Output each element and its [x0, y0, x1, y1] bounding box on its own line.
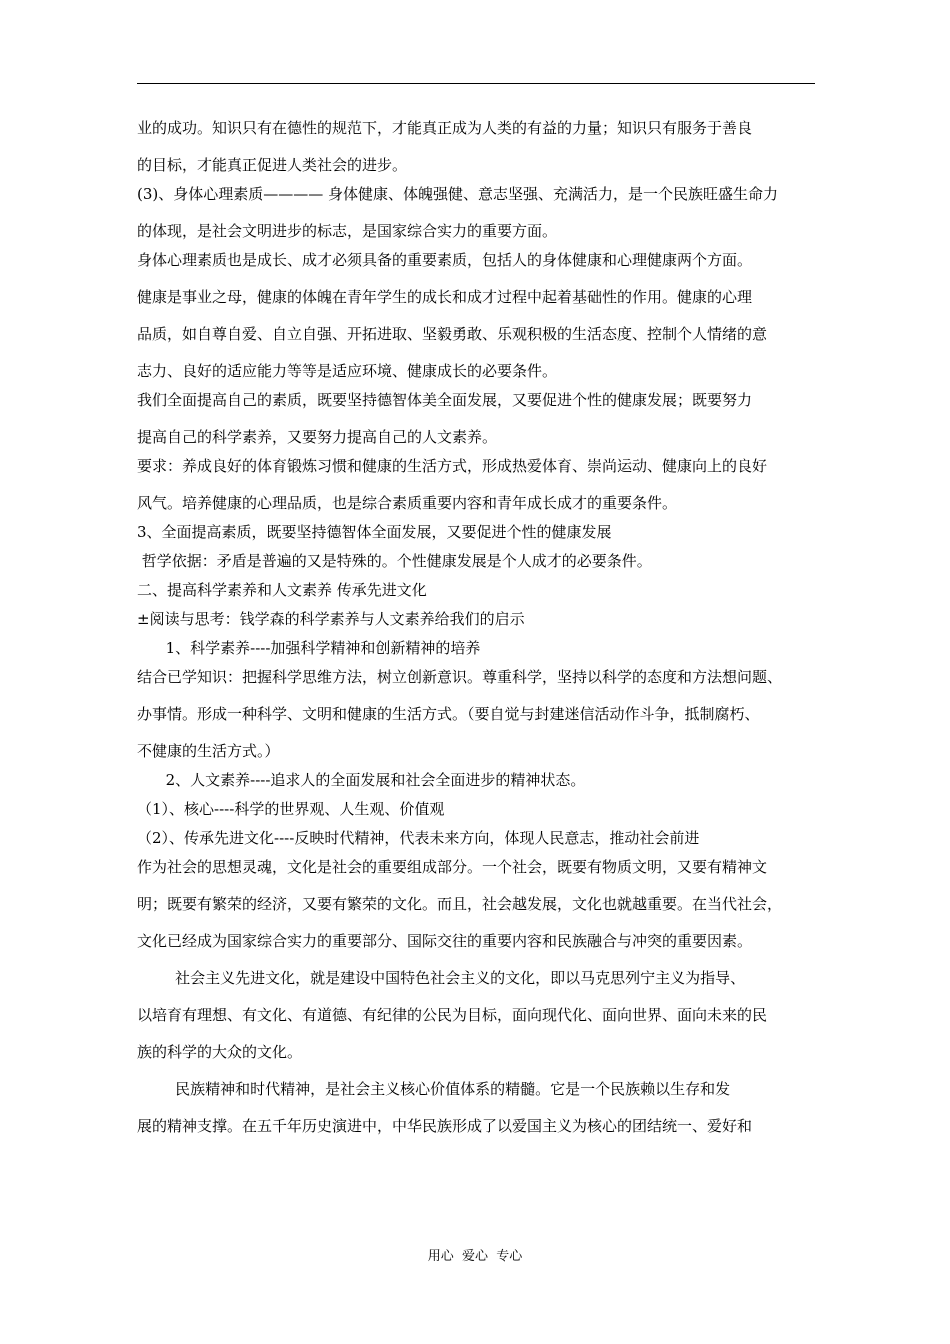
document-body: [137, 116, 827, 1138]
text-line-31: 展的精神支撑。在五千年历史演进中，中华民族形成了以爱国主义为核心的团结统一、爱好和: [137, 1117, 753, 1135]
text-line-9: 我们全面提高自己的素质，既要坚持德智体美全面发展，又要促进个性的健康发展；既要努力: [137, 391, 753, 409]
text-line-12: 风气。培养健康的心理品质，也是综合素质重要内容和青年成长成才的重要条件。: [137, 494, 678, 512]
text-line-19: 办事情。形成一种科学、文明和健康的生活方式。（要自觉与封建迷信活动作斗争，抵制腐朽、: [137, 705, 760, 723]
subheading-science: 1、科学素养----加强科学精神和创新精神的培养: [137, 639, 481, 657]
text-line-13: 3、全面提高素质，既要坚持德智体全面发展，又要促进个性的健康发展: [137, 523, 612, 541]
text-line-5: 身体心理素质也是成长、成才必须具备的重要素质，包括人的身体健康和心理健康两个方面。: [137, 251, 753, 269]
text-line-18: 结合已学知识：把握科学思维方法，树立创新意识。尊重科学，坚持以科学的态度和方法想问题、: [137, 668, 783, 686]
text-line-2: 的目标，才能真正促进人类社会的进步。: [137, 156, 408, 174]
text-line-8: 志力、良好的适应能力等等是适应环境、健康成长的必要条件。: [137, 362, 558, 380]
text-line-22: （1）、核心----科学的世界观、人生观、价值观: [137, 800, 445, 818]
subheading-humanities: 2、人文素养----追求人的全面发展和社会全面进步的精神状态。: [137, 771, 586, 789]
text-line-27: 社会主义先进文化，就是建设中国特色社会主义的文化，即以马克思列宁主义为指导、: [137, 969, 746, 987]
text-line-25: 明；既要有繁荣的经济，又要有繁荣的文化。而且，社会越发展，文化也就越重要。在当代社会，: [137, 895, 783, 913]
text-line-20: 不健康的生活方式。）: [137, 742, 280, 760]
text-line-29: 族的科学的大众的文化。: [137, 1043, 303, 1061]
text-line-28: 以培育有理想、有文化、有道德、有纪律的公民为目标，面向现代化、面向世界、面向未来的民: [137, 1006, 768, 1024]
text-line-10: 提高自己的科学素养，又要努力提高自己的人文素养。: [137, 428, 498, 446]
section-heading-2: 二、提高科学素养和人文素养 传承先进文化: [137, 581, 427, 599]
text-line-7: 品质，如自尊自爱、自立自强、开拓进取、坚毅勇敢、乐观积极的生活态度、控制个人情绪的意: [137, 325, 768, 343]
page-footer: 用心 爱心 专心: [427, 1249, 523, 1264]
text-line-30: 民族精神和时代精神，是社会主义核心价值体系的精髓。它是一个民族赖以生存和发: [137, 1080, 731, 1098]
text-line-26: 文化已经成为国家综合实力的重要部分、国际交往的重要内容和民族融合与冲突的重要因素。: [137, 932, 753, 950]
text-line-14: 哲学依据：矛盾是普遍的又是特殊的。个性健康发展是个人成才的必要条件。: [137, 552, 652, 570]
text-line-11: 要求：养成良好的体育锻炼习惯和健康的生活方式，形成热爱体育、崇尚运动、健康向上的良好: [137, 457, 768, 475]
text-line-1: 业的成功。知识只有在德性的规范下，才能真正成为人类的有益的力量；知识只有服务于善良: [137, 119, 753, 137]
text-line-4: 的体现，是社会文明进步的标志，是国家综合实力的重要方面。: [137, 222, 558, 240]
text-line-23: （2）、传承先进文化----反映时代精神，代表未来方向，体现人民意志，推动社会前进: [137, 829, 700, 847]
text-line-24: 作为社会的思想灵魂，文化是社会的重要组成部分。一个社会，既要有物质文明，又要有精神文: [137, 858, 768, 876]
text-line-3: (3)、身体心理素质———— 身体健康、体魄强健、意志坚强、充满活力，是一个民族旺盛生命力: [137, 185, 779, 203]
text-line-6: 健康是事业之母，健康的体魄在青年学生的成长和成才过程中起着基础性的作用。健康的心理: [137, 288, 753, 306]
header-rule: [137, 83, 815, 84]
reading-prompt: ±阅读与思考：钱学森的科学素养与人文素养给我们的启示: [137, 610, 525, 628]
